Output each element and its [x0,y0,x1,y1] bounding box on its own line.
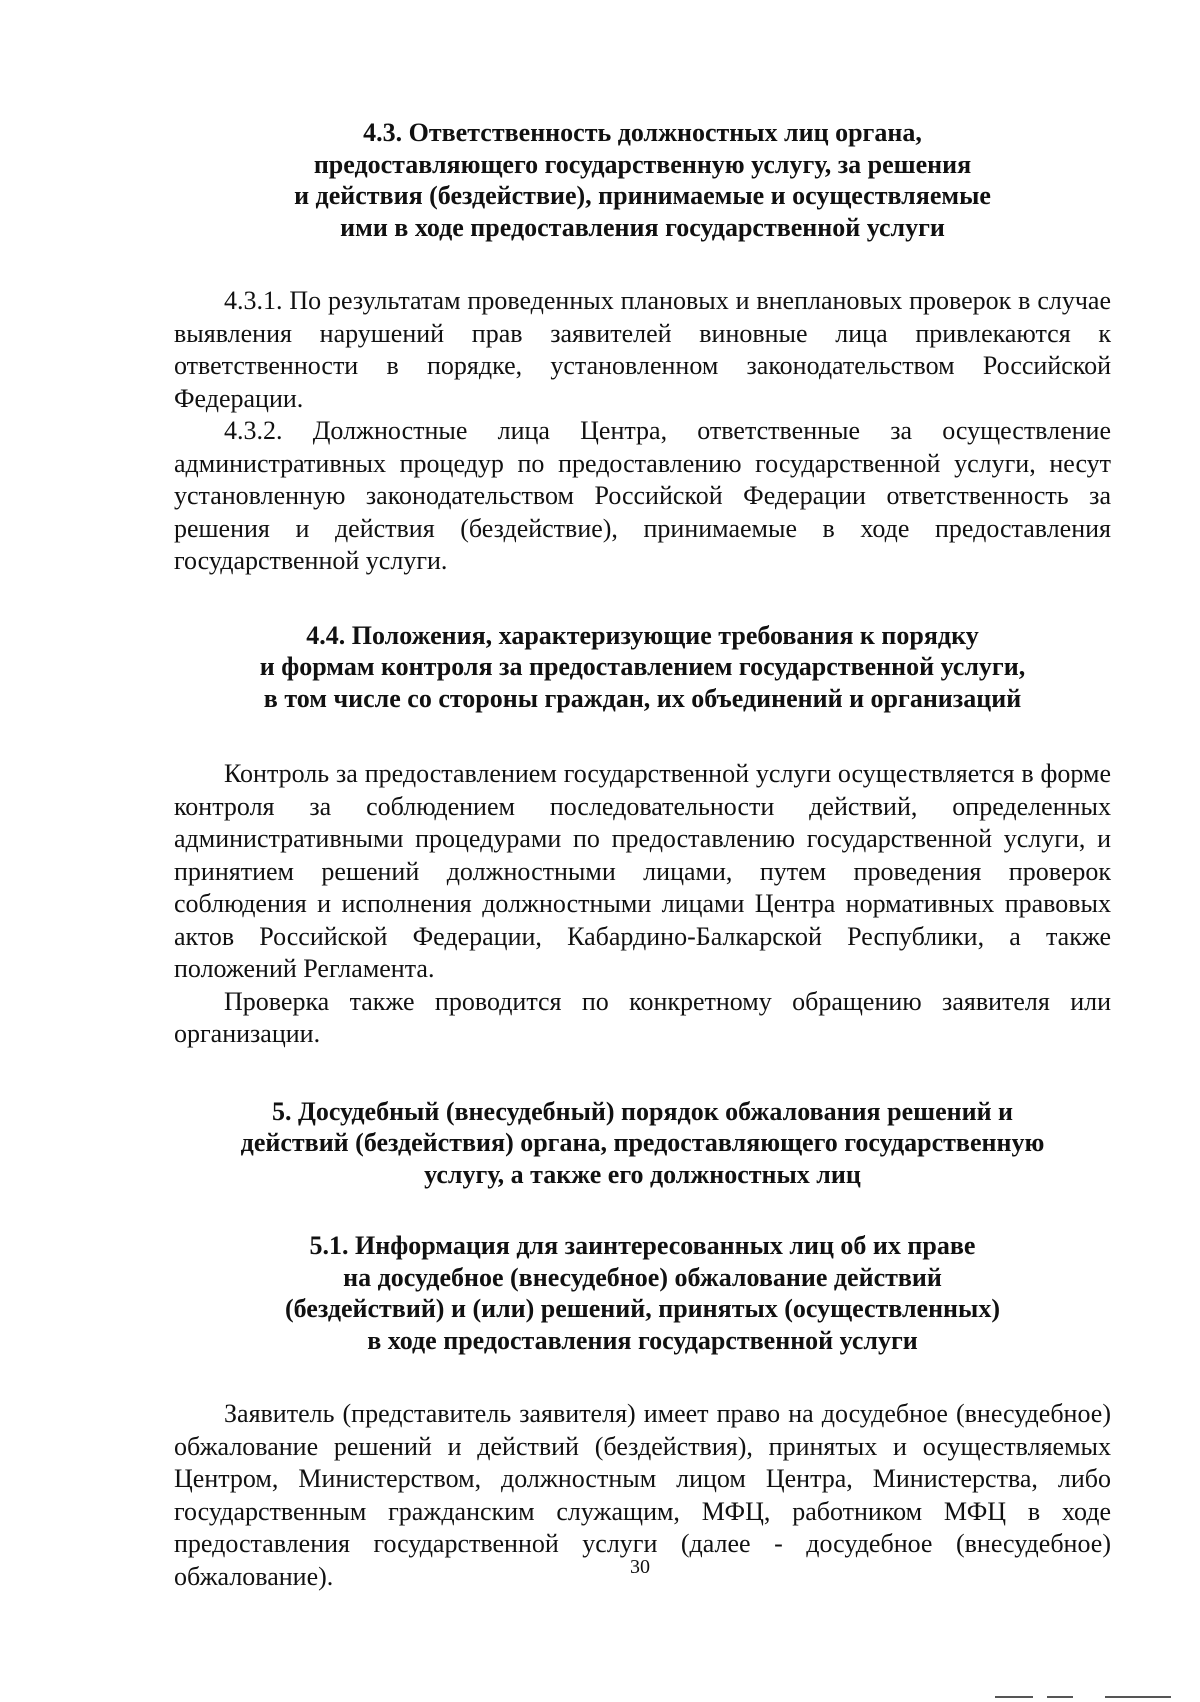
scan-edge-marks [995,1694,1175,1700]
heading-line: действий (бездействия) органа, предоставляющего государственную [240,1128,1045,1157]
section-5-1-heading [174,1230,1111,1356]
paragraph-4-3-2: 4.3.2. Должностные лица Центра, ответственные за осуществление административных процедур по предоставлению государственной услуги, несут установленную законодательством Российской Федерации ответственность за решения и действия (бездействие), принимаемые в ходе предоставления государственной услуги. [174,416,1111,575]
heading-line: предоставляющего государственную услугу, за решения [313,149,972,179]
heading-line: 4.3. Ответственность должностных лиц органа, [363,118,922,147]
heading-line: (бездействий) и (или) решений, принятых (осуществленных) [284,1294,1000,1323]
section-4-3-heading [174,117,1111,243]
heading-line: услугу, а также его должностных лиц [424,1159,861,1189]
heading-line: в ходе предоставления государственной услуги [367,1325,918,1355]
heading-line: 5.1. Информация для заинтересованных лиц об их праве [309,1231,976,1260]
heading-line: 4.4. Положения, характеризующие требования к порядку [306,620,979,650]
section-5-heading [174,1096,1111,1191]
heading-line: и формам контроля за предоставлением государственной услуги, [259,652,1026,681]
paragraph-5-1-appeal: Заявитель (представитель заявителя) имеет право на досудебное (внесудебное) обжалование решений и действий (бездействия), принятых и осуществляемых Центром, Министерством, должностным лицом Центра, Министерства, либо государственным гражданским служащим, МФЦ, работником МФЦ в ходе предоставления государственной услуги (далее - досудебное (внесудебное) обжалование). [174,1399,1111,1591]
heading-line: и действия (бездействие), принимаемые и осуществляемые [294,181,991,210]
heading-line: 5. Досудебный (внесудебный) порядок обжалования решений и [271,1096,1014,1126]
heading-line: на досудебное (внесудебное) обжалование действий [343,1262,942,1292]
paragraph-4-3-1: 4.3.1. По результатам проведенных плановых и внеплановых проверок в случае выявления нарушений прав заявителей виновные лица привлекаются к ответственности в порядке, установленном законодательством Российской Федерации. [174,286,1111,413]
document-body [174,117,1111,1593]
heading-line: в том числе со стороны граждан, их объединений и организаций [263,683,1022,713]
heading-line: ими в ходе предоставления государственной услуги [340,212,945,242]
page-number: 30 [630,1556,650,1578]
paragraph-4-4-check: Проверка также проводится по конкретному обращению заявителя или организации. [174,986,1111,1048]
section-4-4-heading [174,620,1111,715]
paragraph-4-4-control: Контроль за предоставлением государственной услуги осуществляется в форме контроля за соблюдением последовательности действий, определенных административными процедурами по предоставлению государственной услуги, и принятием решений должностными лицами, путем проведения проверок соблюдения и исполнения должностными лицами Центра нормативных правовых актов Российской Федерации, Кабардино-Балкарской Республики, а также положений Регламента. [174,759,1111,983]
